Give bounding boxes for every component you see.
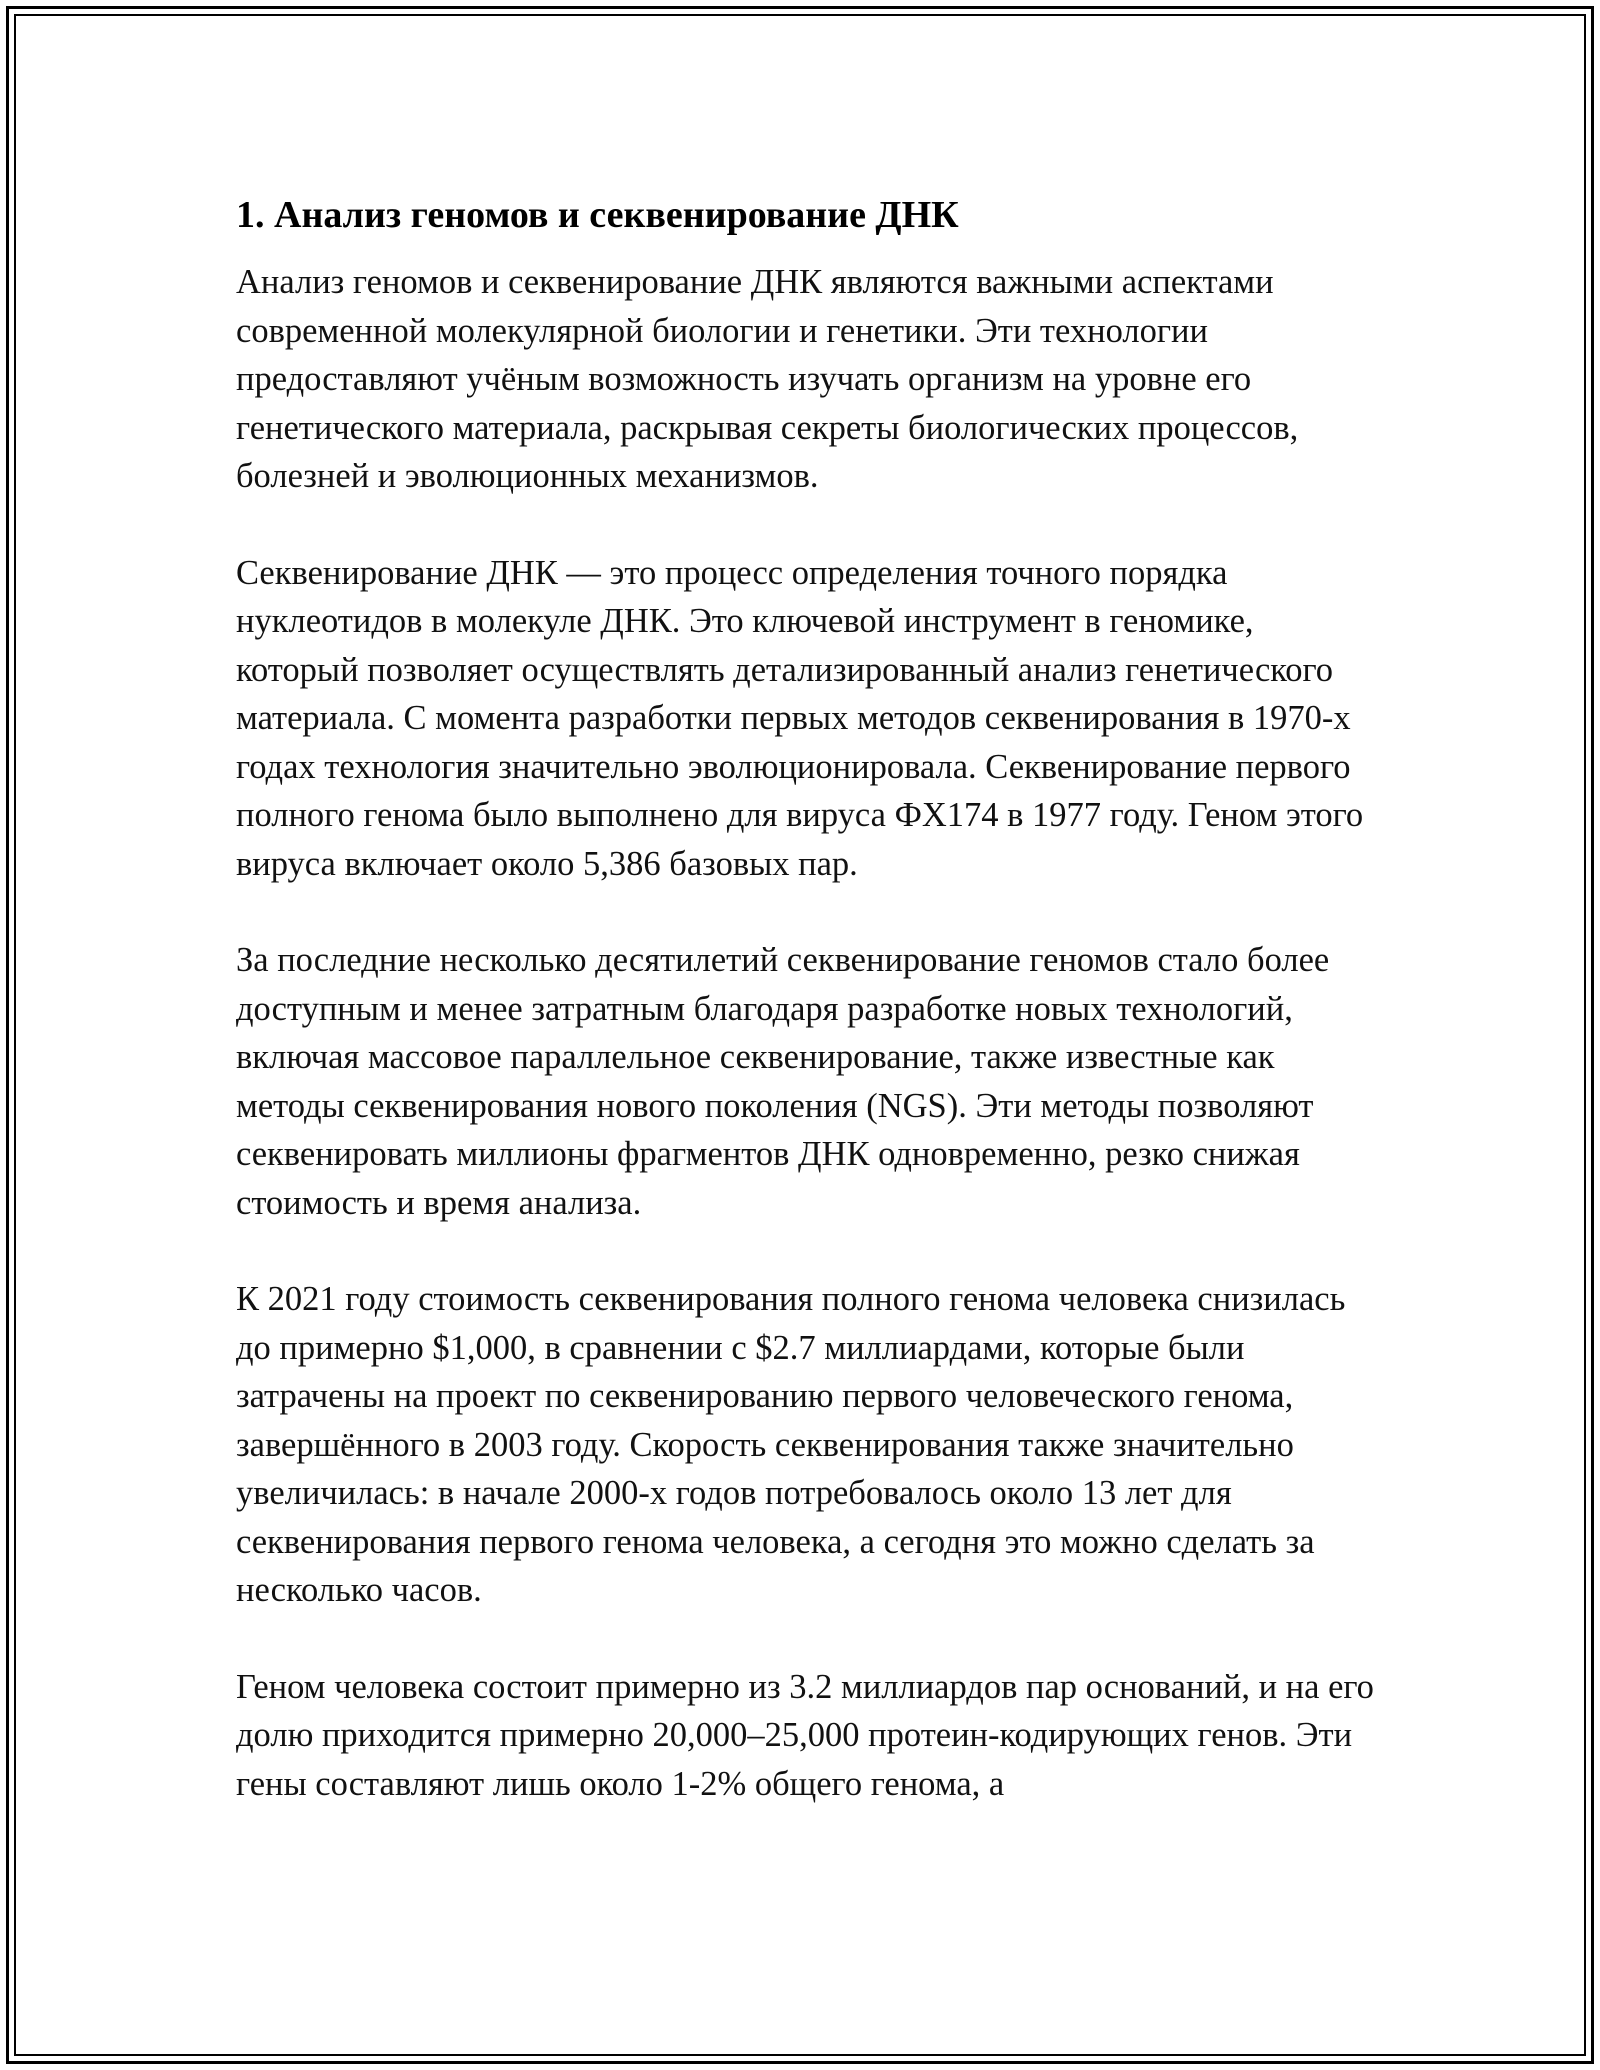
document-body xyxy=(236,186,1376,1808)
paragraph-ngs: За последние несколько десятилетий секвенирование геномов стало более доступным и менее затратным благодаря разработке новых технологий, включая массовое параллельное секвенирование, также известные как методы секвенирования нового поколения (NGS). Эти методы позволяют секвенировать миллионы фрагментов ДНК одновременно, резко снижая стоимость и время анализа. xyxy=(236,941,1330,1222)
paragraph-human-genome: Геном человека состоит примерно из 3.2 миллиардов пар оснований, и на его долю приходится примерно 20,000–25,000 протеин-кодирующих генов. Эти гены составляют лишь около 1-2% общего генома, а xyxy=(236,1667,1374,1803)
paragraph-sequencing-definition: Секвенирование ДНК — это процесс определения точного порядка нуклеотидов в молекуле ДНК. Это ключевой инструмент в геномике, который позволяет осуществлять детализированный анализ генетического материала. С момента разработки первых методов секвенирования в 1970-х годах технология значительно эволюционировала. Секвенирование первого полного генома было выполнено для вируса ФX174 в 1977 году. Геном этого вируса включает около 5,386 базовых пар. xyxy=(236,553,1364,883)
paragraph-cost-speed: К 2021 году стоимость секвенирования полного генома человека снизилась до примерно $1,000, в сравнении с $2.7 миллиардами, которые были затрачены на проект по секвенированию первого человеческого генома, завершённого в 2003 году. Скорость секвенирования также значительно увеличилась: в начале 2000-х годов потребовалось около 13 лет для секвенирования первого генома человека, а сегодня это можно сделать за несколько часов. xyxy=(236,1280,1346,1609)
section-heading: 1. Анализ геномов и секвенирование ДНК xyxy=(236,194,959,236)
paragraph-intro: Анализ геномов и секвенирование ДНК являются важными аспектами современной молекулярной биологии и генетики. Эти технологии предоставляют учёным возможность изучать организм на уровне его генетического материала, раскрывая секреты биологических процессов, болезней и эволюционных механизмов. xyxy=(236,263,1299,495)
